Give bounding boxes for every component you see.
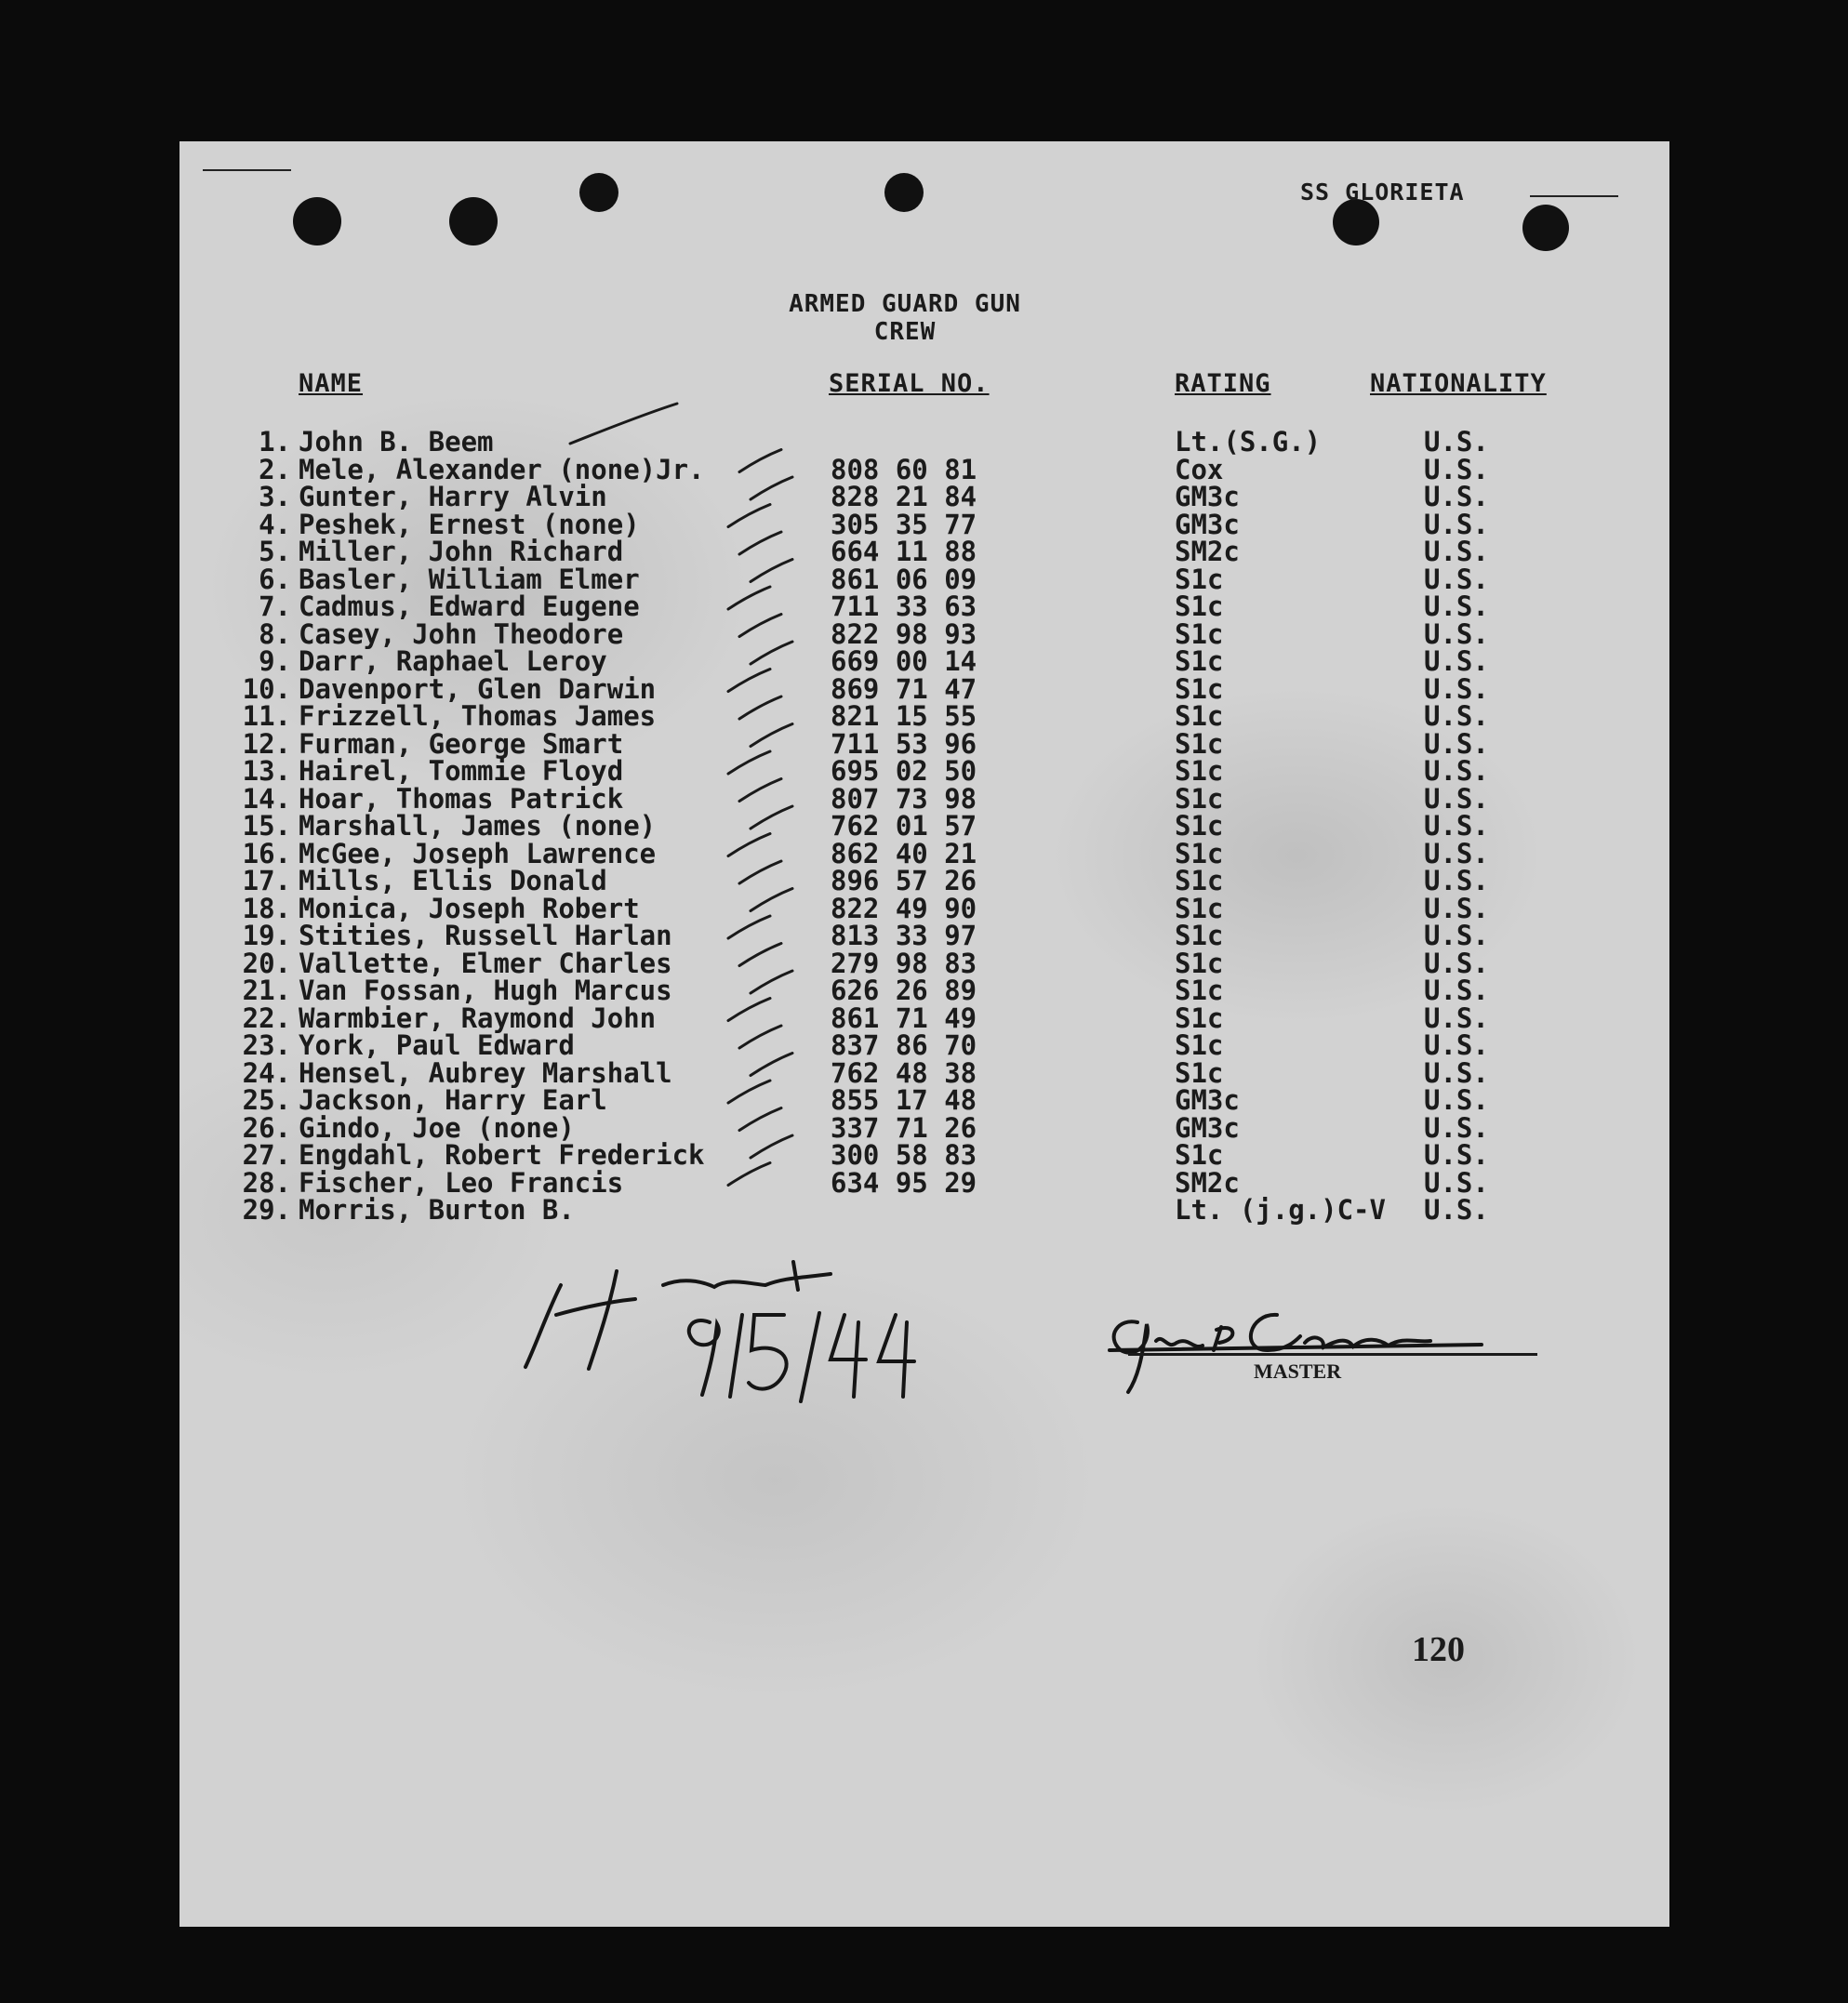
title-line-1: ARMED GUARD GUN <box>789 290 1021 318</box>
crew-name: Gunter, Harry Alvin <box>299 481 607 512</box>
crew-nationality: U.S. <box>1424 837 1489 869</box>
crew-serial: 762 01 57 <box>831 810 977 842</box>
check-mark <box>728 999 770 1021</box>
crew-rating: S1c <box>1175 920 1224 951</box>
crew-nationality: U.S. <box>1424 810 1489 842</box>
crew-rating: S1c <box>1175 617 1224 650</box>
crew-nationality: U.S. <box>1424 947 1489 979</box>
check-mark <box>739 1108 781 1131</box>
crew-rating: S1c <box>1175 892 1224 924</box>
crew-number: 6. <box>259 563 291 595</box>
crew-rating: S1c <box>1175 975 1224 1006</box>
crew-name: Miller, John Richard <box>299 536 624 567</box>
crew-nationality: U.S. <box>1424 1139 1489 1171</box>
crew-serial: 626 26 89 <box>831 975 977 1006</box>
check-mark <box>728 834 770 856</box>
check-mark <box>728 670 770 692</box>
crew-rating: S1c <box>1175 810 1224 842</box>
crew-name: Monica, Joseph Robert <box>299 892 640 924</box>
crew-name: Morris, Burton B. <box>299 1194 575 1226</box>
page-number: 120 <box>1412 1630 1465 1669</box>
crew-number: 10. <box>242 672 291 705</box>
crew-nationality: U.S. <box>1424 645 1489 677</box>
check-mark <box>751 477 792 499</box>
check-mark <box>739 615 781 637</box>
column-header-name: NAME <box>299 369 364 398</box>
check-mark <box>739 696 781 719</box>
crew-rating: S1c <box>1175 590 1224 622</box>
crew-nationality: U.S. <box>1424 1084 1489 1116</box>
check-mark <box>728 916 770 938</box>
crew-name: John B. Beem <box>299 426 494 458</box>
crew-number: 18. <box>242 892 291 924</box>
crew-number: 23. <box>242 1029 291 1061</box>
check-mark <box>751 889 792 911</box>
check-mark <box>728 587 770 609</box>
crew-serial: 837 86 70 <box>831 1029 977 1061</box>
crew-serial: 896 57 26 <box>831 865 977 896</box>
crew-number: 26. <box>242 1111 291 1144</box>
crew-serial: 822 49 90 <box>831 892 977 924</box>
crew-nationality: U.S. <box>1424 426 1489 458</box>
crew-nationality: U.S. <box>1424 920 1489 951</box>
crew-number: 14. <box>242 782 291 815</box>
check-mark <box>751 806 792 829</box>
check-mark <box>751 1054 792 1076</box>
column-header-rating: RATING <box>1175 369 1271 398</box>
crew-name: Davenport, Glen Darwin <box>299 672 657 705</box>
crew-name: Hairel, Tommie Floyd <box>299 755 624 787</box>
crew-number: 16. <box>242 837 291 869</box>
check-mark <box>739 861 781 883</box>
crew-rating: S1c <box>1175 645 1224 677</box>
crew-serial: 279 98 83 <box>831 947 977 979</box>
crew-number: 21. <box>242 975 291 1006</box>
check-mark <box>751 642 792 664</box>
signature-role: MASTER <box>1254 1360 1342 1383</box>
crew-number: 27. <box>242 1139 291 1171</box>
crew-rating: SM2c <box>1175 536 1240 567</box>
check-mark <box>739 944 781 966</box>
crew-rating: GM3c <box>1175 481 1240 512</box>
crew-rating: GM3c <box>1175 508 1240 540</box>
crew-name: Casey, John Theodore <box>299 617 624 650</box>
crew-number: 8. <box>259 617 291 650</box>
crew-serial: 695 02 50 <box>831 755 977 787</box>
crew-rating: Lt.(S.G.) <box>1175 426 1322 458</box>
crew-serial: 664 11 88 <box>831 536 977 567</box>
check-mark <box>751 724 792 747</box>
crew-number: 2. <box>259 453 291 485</box>
check-mark <box>751 1135 792 1158</box>
crew-rating: Lt. (j.g.)C-V <box>1175 1194 1386 1226</box>
column-header-serial: SERIAL NO. <box>829 369 990 398</box>
crew-rating: GM3c <box>1175 1111 1240 1144</box>
crew-rating: S1c <box>1175 727 1224 760</box>
crew-number: 29. <box>242 1194 291 1226</box>
crew-name: Hensel, Aubrey Marshall <box>299 1056 672 1089</box>
crew-nationality: U.S. <box>1424 481 1489 512</box>
crew-rating: SM2c <box>1175 1166 1240 1199</box>
crew-name: Mills, Ellis Donald <box>299 865 607 896</box>
crew-number: 25. <box>242 1084 291 1116</box>
crew-nationality: U.S. <box>1424 782 1489 815</box>
crew-number: 13. <box>242 755 291 787</box>
crew-number: 4. <box>259 508 291 540</box>
crew-name: McGee, Joseph Lawrence <box>299 837 657 869</box>
check-mark <box>739 1026 781 1048</box>
crew-rating: S1c <box>1175 700 1224 732</box>
crew-serial: 861 71 49 <box>831 1002 977 1034</box>
crew-nationality: U.S. <box>1424 536 1489 567</box>
crew-serial: 305 35 77 <box>831 508 977 540</box>
crew-number: 7. <box>259 590 291 622</box>
crew-rating: S1c <box>1175 837 1224 869</box>
crew-nationality: U.S. <box>1424 755 1489 787</box>
crew-number: 12. <box>242 727 291 760</box>
check-mark <box>728 751 770 774</box>
crew-serial: 813 33 97 <box>831 920 977 951</box>
crew-serial: 862 40 21 <box>831 837 977 869</box>
crew-name: Cadmus, Edward Eugene <box>299 590 640 622</box>
crew-nationality: U.S. <box>1424 727 1489 760</box>
ship-name: SS GLORIETA <box>1300 179 1465 206</box>
crew-name: Vallette, Elmer Charles <box>299 947 672 979</box>
crew-nationality: U.S. <box>1424 1029 1489 1061</box>
crew-rating: S1c <box>1175 1139 1224 1171</box>
crew-name: Warmbier, Raymond John <box>299 1002 657 1034</box>
crew-serial: 869 71 47 <box>831 672 977 705</box>
crew-number: 15. <box>242 810 291 842</box>
crew-name: Gindo, Joe (none) <box>299 1111 575 1144</box>
crew-name: Frizzell, Thomas James <box>299 700 657 732</box>
crew-name: Fischer, Leo Francis <box>299 1166 624 1199</box>
crew-nationality: U.S. <box>1424 892 1489 924</box>
crew-nationality: U.S. <box>1424 453 1489 485</box>
crew-name: Mele, Alexander (none)Jr. <box>299 453 705 485</box>
crew-nationality: U.S. <box>1424 590 1489 622</box>
crew-serial: 828 21 84 <box>831 481 977 512</box>
crew-name: Jackson, Harry Earl <box>299 1084 607 1116</box>
crew-number: 11. <box>242 700 291 732</box>
crew-serial: 634 95 29 <box>831 1166 977 1199</box>
crew-rating: S1c <box>1175 782 1224 815</box>
crew-number: 9. <box>259 645 291 677</box>
crew-serial: 300 58 83 <box>831 1139 977 1171</box>
crew-name: Stities, Russell Harlan <box>299 920 672 951</box>
crew-serial: 861 06 09 <box>831 563 977 595</box>
check-mark <box>739 450 781 472</box>
crew-nationality: U.S. <box>1424 1111 1489 1144</box>
title-line-2: CREW <box>873 318 937 346</box>
check-mark <box>739 779 781 802</box>
crew-nationality: U.S. <box>1424 1002 1489 1034</box>
crew-name: Marshall, James (none) <box>299 810 657 842</box>
crew-number: 5. <box>259 536 291 567</box>
crew-nationality: U.S. <box>1424 1056 1489 1089</box>
crew-number: 28. <box>242 1166 291 1199</box>
crew-name: Hoar, Thomas Patrick <box>299 782 624 815</box>
crew-serial: 808 60 81 <box>831 453 977 485</box>
crew-number: 1. <box>259 426 291 458</box>
crew-number: 3. <box>259 481 291 512</box>
handwritten-date <box>689 1313 914 1401</box>
document-page <box>179 141 1669 1927</box>
crew-nationality: U.S. <box>1424 700 1489 732</box>
crew-serial: 762 48 38 <box>831 1056 977 1089</box>
crew-serial: 711 53 96 <box>831 727 977 760</box>
crew-name: Basler, William Elmer <box>299 563 640 595</box>
crew-name: Furman, George Smart <box>299 727 624 760</box>
crew-rating: S1c <box>1175 672 1224 705</box>
crew-serial: 669 00 14 <box>831 645 977 677</box>
crew-rating: S1c <box>1175 865 1224 896</box>
check-mark <box>728 1163 770 1186</box>
crew-nationality: U.S. <box>1424 1194 1489 1226</box>
crew-number: 24. <box>242 1056 291 1089</box>
crew-rating: S1c <box>1175 947 1224 979</box>
crew-rating: Cox <box>1175 453 1224 485</box>
check-mark <box>570 404 677 444</box>
signature-line <box>1128 1353 1537 1356</box>
crew-serial: 822 98 93 <box>831 617 977 650</box>
crew-name: Van Fossan, Hugh Marcus <box>299 975 672 1006</box>
crew-name: Engdahl, Robert Frederick <box>299 1139 705 1171</box>
crew-serial: 855 17 48 <box>831 1084 977 1116</box>
crew-rating: S1c <box>1175 1002 1224 1034</box>
crew-rating: S1c <box>1175 1056 1224 1089</box>
crew-rating: S1c <box>1175 563 1224 595</box>
crew-number: 22. <box>242 1002 291 1034</box>
crew-number: 19. <box>242 920 291 951</box>
crew-number: 20. <box>242 947 291 979</box>
check-mark <box>739 532 781 554</box>
crew-rating: S1c <box>1175 1029 1224 1061</box>
crew-nationality: U.S. <box>1424 672 1489 705</box>
crew-rating: GM3c <box>1175 1084 1240 1116</box>
crew-nationality: U.S. <box>1424 563 1489 595</box>
crew-nationality: U.S. <box>1424 975 1489 1006</box>
crew-serial: 807 73 98 <box>831 782 977 815</box>
crew-serial: 711 33 63 <box>831 590 977 622</box>
check-mark <box>751 971 792 993</box>
column-header-nationality: NATIONALITY <box>1370 369 1547 398</box>
crew-number: 17. <box>242 865 291 896</box>
crew-name: York, Paul Edward <box>299 1029 575 1061</box>
crew-nationality: U.S. <box>1424 1166 1489 1199</box>
crew-serial: 337 71 26 <box>831 1111 977 1144</box>
check-mark <box>728 1081 770 1103</box>
crew-nationality: U.S. <box>1424 865 1489 896</box>
check-mark <box>728 505 770 527</box>
crew-rating: S1c <box>1175 755 1224 787</box>
crew-nationality: U.S. <box>1424 617 1489 650</box>
crew-nationality: U.S. <box>1424 508 1489 540</box>
check-mark <box>751 560 792 582</box>
crew-name: Darr, Raphael Leroy <box>299 645 607 677</box>
crew-serial: 821 15 55 <box>831 700 977 732</box>
crew-name: Peshek, Ernest (none) <box>299 508 640 540</box>
